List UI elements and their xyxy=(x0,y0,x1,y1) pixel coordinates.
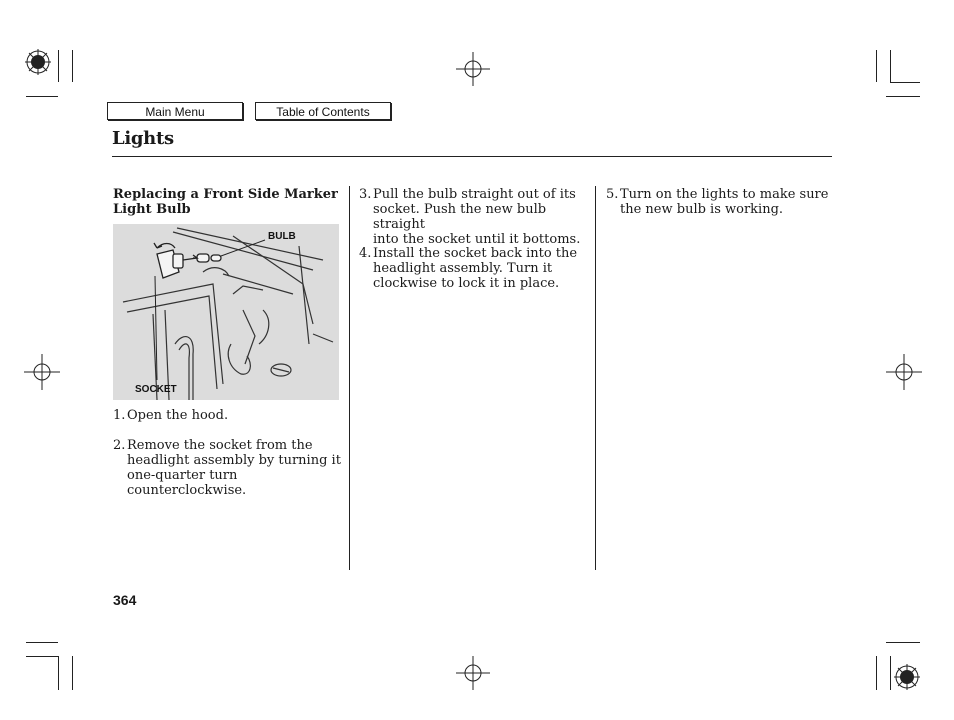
column-divider xyxy=(595,186,596,570)
crop-mark xyxy=(886,96,920,97)
page-number: 364 xyxy=(113,592,137,608)
section-heading-line: Light Bulb xyxy=(113,202,191,217)
step-number: 1. xyxy=(113,408,126,423)
step-number: 3. xyxy=(359,187,372,202)
section-heading xyxy=(113,187,343,217)
crop-mark xyxy=(890,656,891,690)
step-text-line: Install the socket back into the xyxy=(373,246,578,261)
step-text-line: Remove the socket from the xyxy=(127,438,313,453)
step-number: 5. xyxy=(606,187,619,202)
crop-mark xyxy=(876,656,877,690)
step-text-line: headlight assembly. Turn it xyxy=(373,261,553,276)
step-2 xyxy=(113,438,345,498)
step-text-line: Open the hood. xyxy=(127,408,229,423)
step-text-line: clockwise to lock it in place. xyxy=(373,276,560,291)
figure-label-socket: SOCKET xyxy=(135,384,177,395)
step-5 xyxy=(606,187,838,217)
crop-mark xyxy=(886,642,920,643)
table-of-contents-button[interactable]: Table of Contents xyxy=(255,102,391,120)
page-title: Lights xyxy=(112,128,174,149)
crop-mark xyxy=(876,50,877,82)
crop-mark xyxy=(26,642,58,643)
step-1 xyxy=(113,408,345,423)
step-text-line: Turn on the lights to make sure xyxy=(620,187,829,202)
crop-mark xyxy=(26,96,58,97)
crop-mark xyxy=(890,82,920,83)
step-text-line: one-quarter turn counterclockwise. xyxy=(127,468,247,498)
crop-mark xyxy=(58,656,59,690)
step-4 xyxy=(359,246,591,291)
crop-mark xyxy=(26,656,58,657)
crop-mark xyxy=(72,50,73,82)
crop-mark xyxy=(72,656,73,690)
step-text-line: headlight assembly by turning it xyxy=(127,453,341,468)
step-text-line: Pull the bulb straight out of its xyxy=(373,187,576,202)
engine-bay-drawing xyxy=(113,224,339,400)
crop-mark xyxy=(890,50,891,82)
main-menu-button[interactable]: Main Menu xyxy=(107,102,243,120)
step-text-line: socket. Push the new bulb straight xyxy=(373,202,547,232)
step-text-line: into the socket until it bottoms. xyxy=(373,232,581,247)
step-number: 4. xyxy=(359,246,372,261)
step-number: 2. xyxy=(113,438,126,453)
figure-label-bulb: BULB xyxy=(268,231,296,242)
bulb-replacement-illustration xyxy=(113,224,339,400)
step-text-line: the new bulb is working. xyxy=(620,202,784,217)
step-3 xyxy=(359,187,591,247)
section-heading-line: Replacing a Front Side Marker xyxy=(113,187,338,202)
crop-mark xyxy=(58,50,59,82)
column-divider xyxy=(349,186,350,570)
title-divider xyxy=(112,156,832,157)
